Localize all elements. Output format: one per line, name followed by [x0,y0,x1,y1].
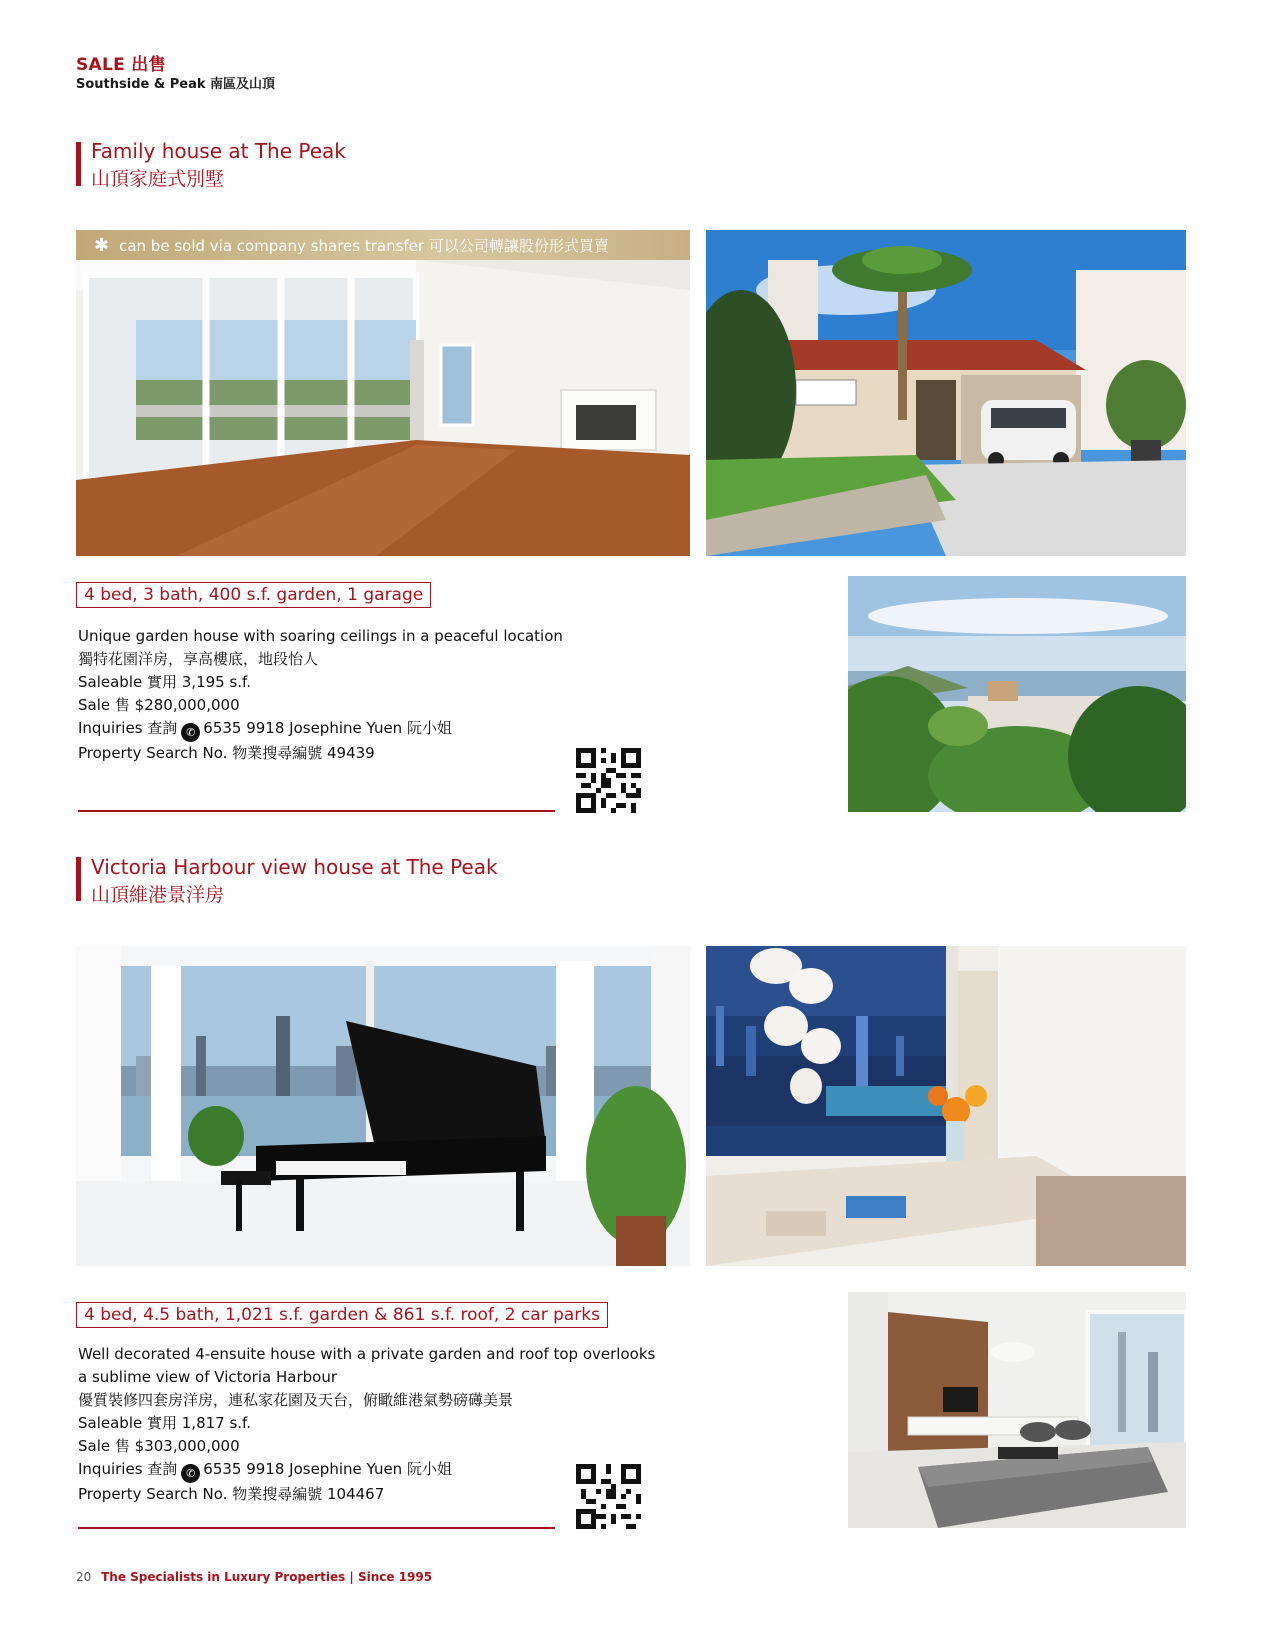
property-search-no: Property Search No. 物業搜尋編號 49439 [78,744,375,762]
title-accent-bar [76,142,81,186]
listing-photo-piano-room[interactable] [76,946,690,1266]
contact-details[interactable]: 6535 9918 Josephine Yuen 阮小姐 [203,719,452,737]
listing-title-zh: 山頂維港景洋房 [91,884,225,906]
section-label: SALE 出售 [76,55,166,75]
sale-price: Sale 售 $303,000,000 [78,1437,240,1455]
description-en: Unique garden house with soaring ceilings in a peaceful location [78,627,563,645]
qr-code[interactable] [576,1464,641,1529]
inquiries-label: Inquiries 查詢 [78,1460,178,1478]
listing-divider [78,810,555,812]
description-en-line1: Well decorated 4-ensuite house with a private garden and roof top overlooks [78,1345,656,1363]
description-en-line2: a sublime view of Victoria Harbour [78,1368,337,1386]
listing-photo-house-exterior[interactable] [706,230,1186,556]
specs-box: 4 bed, 3 bath, 400 s.f. garden, 1 garage [76,582,431,608]
sale-price: Sale 售 $280,000,000 [78,696,240,714]
saleable-area: Saleable 實用 3,195 s.f. [78,673,252,691]
inquiries-line [78,1458,655,1483]
listing-photo-living-room-2[interactable] [848,1292,1186,1528]
banner-text: can be sold via company shares transfer 可以公司轉讓股份形式買賣 [119,236,609,255]
listing-photo-hill-view[interactable] [848,576,1186,812]
listing-photo-dining-view[interactable] [706,946,1186,1266]
listing-divider [78,1527,555,1529]
inquiries-label: Inquiries 查詢 [78,719,178,737]
region-label: Southside & Peak 南區及山頂 [76,77,276,92]
property-search-no: Property Search No. 物業搜尋編號 104467 [78,1485,385,1503]
shares-transfer-banner [76,230,690,260]
inquiries-line [78,717,563,742]
qr-code[interactable] [576,748,641,813]
listing-info [78,1343,655,1506]
listing-info [78,625,563,765]
title-accent-bar [76,857,81,901]
listing-title-en: Victoria Harbour view house at The Peak [91,855,498,879]
footer-tagline: The Specialists in Luxury Properties | Since 1995 [101,1570,433,1584]
page-number: 20 [76,1570,92,1584]
description-zh: 獨特花園洋房，享高樓底，地段怡人 [78,650,319,668]
whatsapp-icon[interactable]: ✆ [181,1464,200,1483]
footer [76,1570,432,1584]
listing-photo-living-room[interactable] [76,230,690,556]
contact-details[interactable]: 6535 9918 Josephine Yuen 阮小姐 [203,1460,452,1478]
description-zh: 優質裝修四套房洋房，連私家花園及天台，俯瞰維港氣勢磅礡美景 [78,1391,514,1409]
saleable-area: Saleable 實用 1,817 s.f. [78,1414,252,1432]
specs-box: 4 bed, 4.5 bath, 1,021 s.f. garden & 861 s.f. roof, 2 car parks [76,1302,608,1328]
listing-title-zh: 山頂家庭式別墅 [91,168,225,190]
asterisk-icon: ✱ [94,234,110,256]
whatsapp-icon[interactable]: ✆ [181,723,200,742]
listing-title-en: Family house at The Peak [91,139,346,163]
